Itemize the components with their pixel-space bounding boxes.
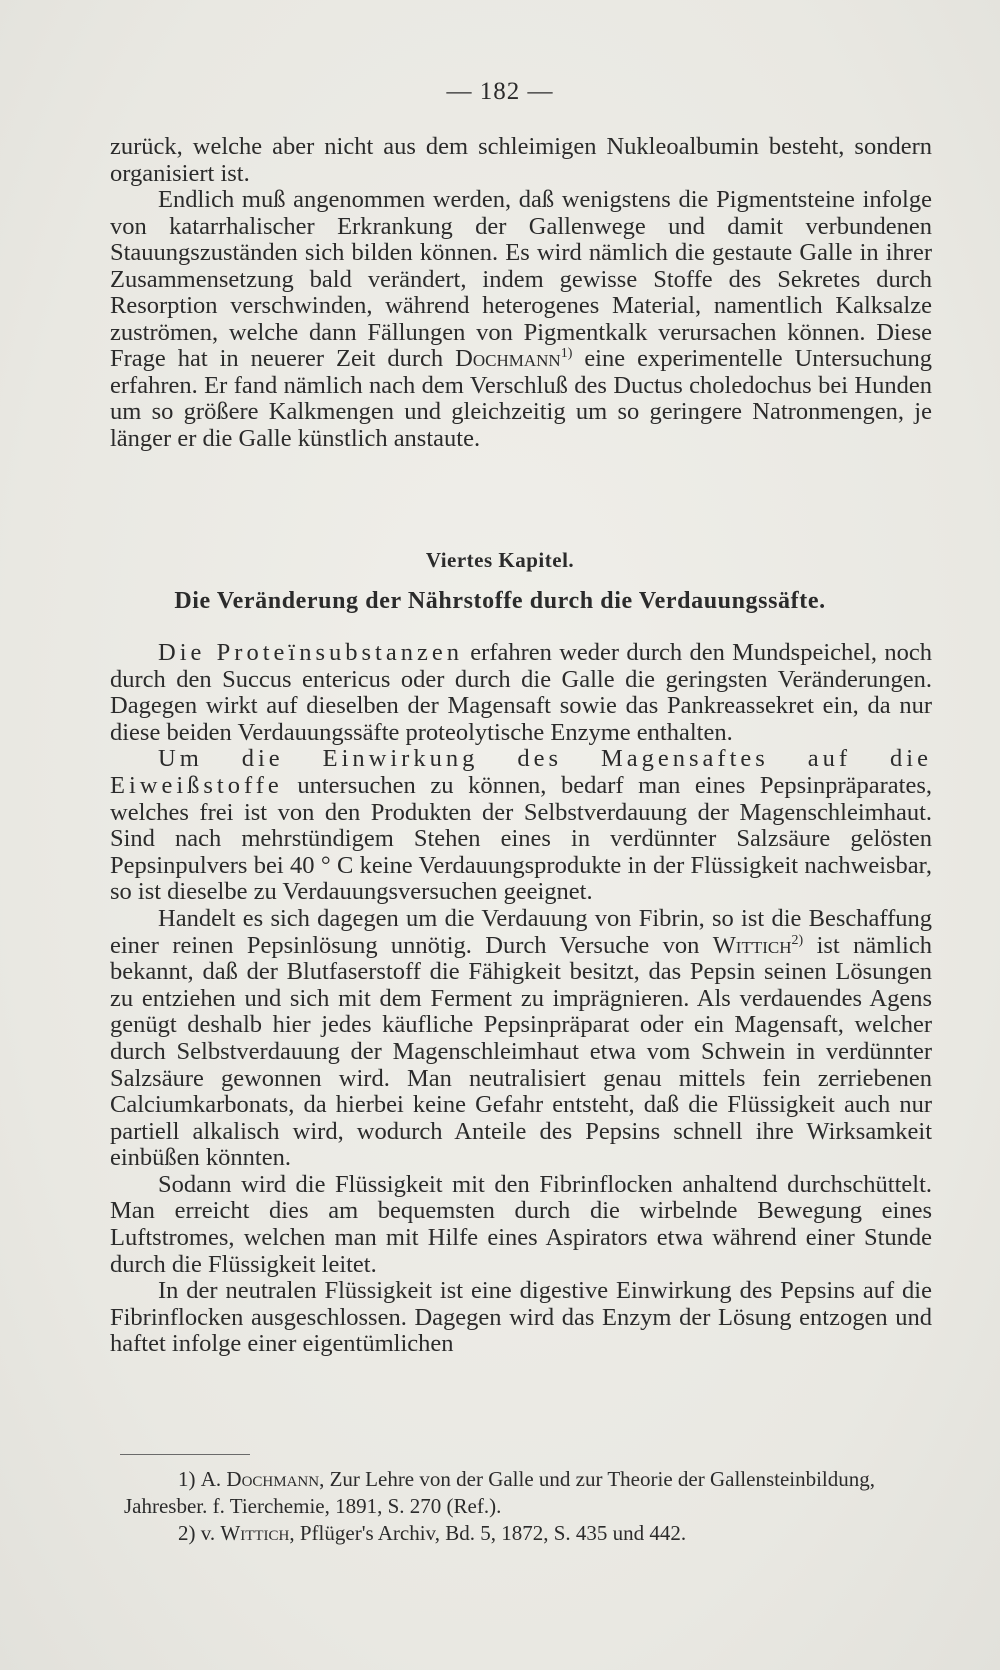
chapter-title: Die Veränderung der Nährstoffe durch die Verdauungssäfte. xyxy=(174,588,826,614)
footnotes xyxy=(124,1466,936,1547)
footnote-text: , Zur Lehre von der Galle und zur Theorie der Gallensteinbildung, Jahresber. f. Tierchemie, 1891, S. 270 (Ref.). xyxy=(124,1467,876,1518)
footnote-text: , Pflüger's Archiv, Bd. 5, 1872, S. 435 und 442. xyxy=(289,1521,687,1545)
footnote-number: 1) xyxy=(178,1467,196,1491)
footnote-divider xyxy=(120,1454,250,1455)
footnote-prefix: v. xyxy=(200,1521,216,1545)
paragraph-fibrin xyxy=(110,906,932,1172)
paragraph-text: Handelt es sich dagegen um die Verdauung von Fibrin, so ist die Beschaffung einer reinen Pepsinlösung unnötig. Durch Versuche von xyxy=(110,904,932,959)
footnote-1 xyxy=(124,1466,936,1520)
footnote-number: 2) xyxy=(178,1521,196,1545)
emphasized-term: Die Proteïnsubstanzen xyxy=(158,639,463,666)
paragraph-text: Endlich muß angenommen werden, daß wenigstens die Pigmentsteine infolge von katarrhalischer Erkrankung der Gallenwege und damit verbundenen Stauungszuständen sich bilden können. Es wird nämlich die gestaute Galle in ihrer Zusammensetzung bald verändert, indem gewisse Stoffe des Sekretes durch Resorption verschwinden, während heterogenes Material, namentlich Kalksalze zuströmen, welche dann Fällungen von Pigmentkalk verursachen können. Diese Frage hat in neuerer Zeit durch xyxy=(110,186,932,372)
paragraph-text: erfahren weder durch den Mundspeichel, noch durch den Succus entericus oder durch die Galle die geringsten Veränderungen. Dagegen wirkt auf dieselben der Magensaft sowie das Pankreassekret ein, da nur diese beiden Verdauungssäfte proteolytische Enzyme enthalten. xyxy=(110,639,932,746)
paragraph-text: eine experimentelle Untersuchung erfahren. Er fand nämlich nach dem Verschluß des Ductus choledochus bei Hunden um so größere Kalkmengen und gleichzeitig um so geringere Natronmengen, je länger er die Galle künstlich anstaute. xyxy=(110,345,933,452)
paragraph-text: ist nämlich bekannt, daß der Blutfaserstoff die Fähigkeit besitzt, das Pepsin seinen Lösungen zu entziehen und sich mit dem Ferment zu imprägnieren. Als verdauendes Agens genügt deshalb hier jedes käufliche Pepsinpräparat oder ein Magensaft, welcher durch Selbstverdauung der Magenschleimhaut etwa vom Schwein in verdünnter Salzsäure gewonnen wird. Man neutralisiert genau mittels fein zerriebenen Calciumkarbonats, da hierbei keine Gefahr entsteht, daß die Flüssigkeit auch nur partiell alkalisch wird, wodurch Anteile des Pepsins schnell ihre Wirksamkeit einbüßen könnten. xyxy=(110,931,932,1172)
footnote-marker: 2) xyxy=(791,932,804,948)
paragraph-text: untersuchen zu können, bedarf man eines Pepsinpräparates, welches frei ist von den Produkten der Selbstverdauung der Magenschleimhaut. Sind nach mehrstündigem Stehen eines in verdünnter Salzsäure gelösten Pepsinpulvers bei 40 ° C keine Verdauungsprodukte in der Flüssigkeit nachweisbar, so ist dieselbe zu Verdauungsversuchen geeignet. xyxy=(110,771,932,906)
text-block-chapter xyxy=(110,640,932,1358)
footnote-marker: 1) xyxy=(560,345,573,361)
paragraph-pigment-stones xyxy=(110,187,932,452)
footnote-2 xyxy=(124,1520,936,1547)
paragraph-gastric-juice xyxy=(110,746,932,906)
text-block-continuation xyxy=(110,134,932,452)
footnote-author: Wittich xyxy=(220,1521,290,1545)
paragraph-continuation: zurück, welche aber nicht aus dem schleimigen Nukleoalbumin besteht, sondern organisiert ist. xyxy=(110,133,932,187)
page-number: — 182 — xyxy=(446,78,554,105)
author-reference: Dochmann xyxy=(455,345,561,372)
chapter-label: Viertes Kapitel. xyxy=(425,548,575,572)
emphasized-term: Um die Einwirkung des Magensaftes auf die Eiweißstoffe xyxy=(110,745,932,799)
paragraph-shaking: Sodann wird die Flüssigkeit mit den Fibrinflocken anhaltend durchschüttelt. Man erreicht dies am bequemsten durch die wirbelnde Bewegung eines Luftstromes, welchen man mit Hilfe eines Aspirators etwa während einer Stunde durch die Flüssigkeit leitet. xyxy=(110,1170,932,1278)
paragraph-proteins xyxy=(110,640,932,746)
author-reference: Wittich xyxy=(712,931,792,959)
paragraph-neutral-fluid: In der neutralen Flüssigkeit ist eine digestive Einwirkung des Pepsins auf die Fibrinflocken ausgeschlossen. Dagegen wird das Enzym der Lösung entzogen und haftet infolge einer eigentümlichen xyxy=(110,1277,932,1358)
footnote-author: A. Dochmann xyxy=(200,1467,320,1491)
